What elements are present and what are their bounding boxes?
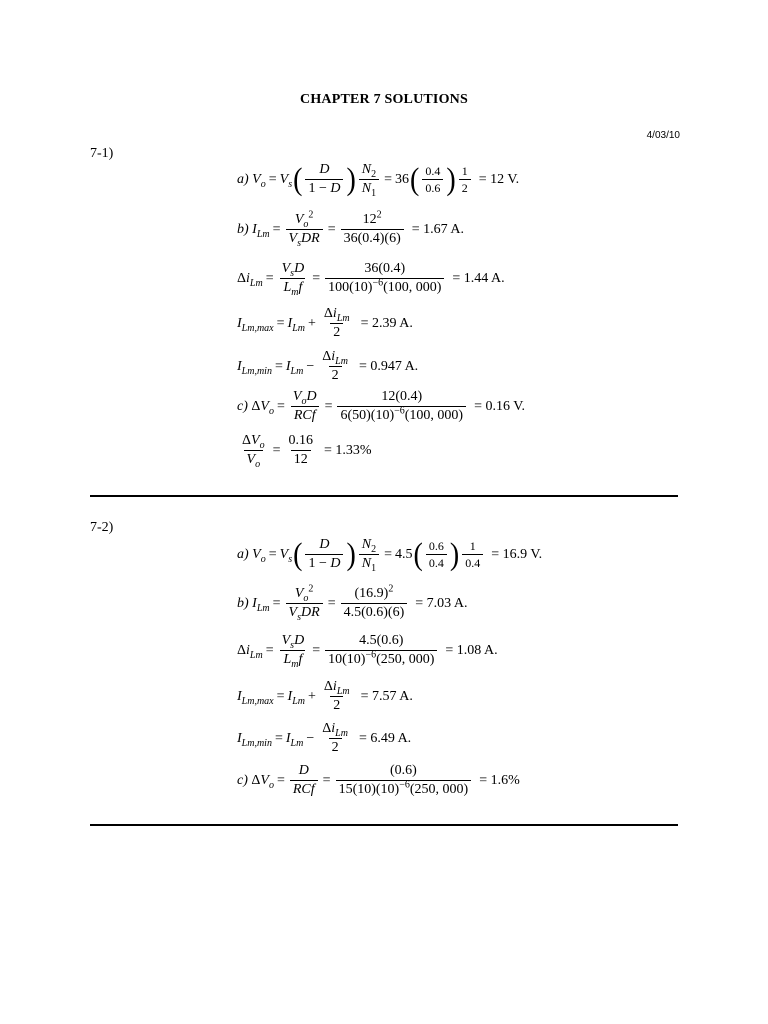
part-prefix: c) [237,398,248,414]
result-vo: = 12 V. [478,171,520,187]
turns-den: 2 [459,179,471,194]
part-prefix: b) [237,595,249,611]
turns-den: 0.4 [462,554,483,569]
section-divider [90,495,678,497]
equation-7-2-b: b) $I_{Lm}$ = $\frac{V_o^2}{V_sDR}$ = $\frac{(16.9)^2}{4.5(0.6)(6)}$ = 7.03 A. [237,583,468,623]
frequency-value: (250, 000) [376,652,435,667]
exponent: 2 [376,209,382,221]
equation-7-1-c: c) Δ $V_o$ = $\frac{V_oD}{\text{RCf}}$ = $\frac{12(0.4)}{6(50)(10)^{-6}(100, 000)}$ = 0.16 V. [237,389,526,423]
result-max: = 2.39 A. [360,315,413,331]
result-ilm: = 7.03 A. [415,595,468,611]
source-voltage-value: 4.5 [395,546,413,562]
result-delta-vo: = 0.16 V. [474,398,526,414]
equation-7-2-max: $I_{Lm,max}$ = $I_{Lm}$ + $\frac{\Delta i_{Lm}}{2}$ = 7.57 A. [237,679,413,713]
part-prefix: a) [237,171,249,187]
numerator: 12(0.4) [381,389,423,404]
part-prefix: c) [237,772,248,788]
denominator: 36(0.4)(6) [341,229,404,246]
result-delta-vo: = 1.6% [479,772,520,788]
subscript: Lm,max [241,695,274,707]
exponent: 2 [388,583,394,595]
equation-7-1-min: $I_{Lm,min}$ = $I_{Lm}$ − $\frac{\Delta i_{Lm}}{2}$ = 0.947 A. [237,349,419,383]
result-min: = 6.49 A. [358,730,412,746]
denominator: 15(10)(10) [338,782,400,797]
exponent: −6 [372,277,384,289]
equation-7-1-a: a) $V_o$ = $V_s$ ( $\frac{D}{1 - D}$ ) $\frac{N_2}{N_1}$ = 36 ( $\frac{0.4}{0.6}$ ) $\frac{1}{2}$ = 12 V. [237,161,520,199]
denominator: 12 [291,450,311,467]
subscript: Lm,min [241,737,272,749]
equation-7-2-delta-i: Δ $i_{Lm}$ = $\frac{V_sD}{L_mf}$ = $\frac{4.5(0.6)}{10(10)^{-6}(250, 000)}$ = 1.08 A. [237,633,498,670]
page-title: CHAPTER 7 SOLUTIONS [300,92,468,107]
denominator: 100(10) [328,280,373,295]
frequency-value: (100, 000) [383,280,442,295]
result-min: = 0.947 A. [358,358,419,374]
equation-7-2-c: c) Δ $V_o$ = $\frac{D}{\text{RCf}}$ = $\frac{(0.6)}{15(10)(10)^{-6}(250, 000)}$ = 1.6% [237,763,520,797]
numerator: 4.5(0.6) [359,633,404,648]
equation-7-2-a: a) $V_o$ = $V_s$ ( $\frac{D}{1 - D}$ ) $\frac{N_2}{N_1}$ = 4.5 ( $\frac{0.6}{0.4}$ ) $\frac{1}{0.4}$ = 16.9 V. [237,536,543,574]
section-divider [90,824,678,826]
exponent: −6 [365,649,377,661]
turns-num: 1 [469,539,476,553]
exponent: −6 [399,779,410,791]
denominator: 6(50)(10) [340,408,395,423]
numerator: 12 [362,212,377,227]
equation-7-1-delta-i: Δ $i_{Lm}$ = $\frac{V_sD}{L_mf}$ = $\frac{36(0.4)}{100(10)^{-6}(100, 000)}$ = 1.44 A. [237,261,505,298]
frequency-value: (250, 000) [409,782,469,797]
result-max: = 7.57 A. [360,688,413,704]
denominator: 10(10) [328,652,366,667]
part-prefix: a) [237,546,249,562]
result-ilm: = 1.67 A. [411,221,464,237]
result-vo: = 16.9 V. [491,546,543,562]
equation-7-1-max: $I_{Lm,max}$ = $I_{Lm}$ + $\frac{\Delta i_{Lm}}{2}$ = 2.39 A. [237,306,413,340]
result-delta-i: = 1.08 A. [445,642,498,658]
exponent: −6 [394,405,405,417]
source-voltage-value: 36 [395,171,410,187]
problem-label-7-2: 7-2) [90,520,114,535]
equation-7-1-ratio: $\frac{\Delta V_o}{V_o}$ = $\frac{0.16}{12}$ = 1.33% [242,433,372,470]
subscript: Lm,max [241,322,274,334]
result-delta-i: = 1.44 A. [452,270,505,286]
one-minus-duty-value: 0.6 [422,179,443,194]
one-minus-duty-value: 0.4 [426,554,447,569]
date-stamp: 4/03/10 [646,130,680,141]
equation-7-2-min: $I_{Lm,min}$ = $I_{Lm}$ − $\frac{\Delta i_{Lm}}{2}$ = 6.49 A. [237,721,412,755]
duty-value: 0.4 [425,164,441,178]
result-ripple-percent: = 1.33% [323,442,372,458]
numerator: 36(0.4) [364,261,406,276]
denominator: 4.5(0.6)(6) [341,603,408,620]
equation-7-1-b: b) $I_{Lm}$ = $\frac{V_o^2}{V_sDR}$ = $\frac{12^2}{36(0.4)(6)}$ = 1.67 A. [237,209,464,249]
numerator: 0.16 [288,433,313,448]
part-prefix: b) [237,221,249,237]
frequency-value: (100, 000) [404,408,464,423]
turns-num: 1 [461,164,468,178]
numerator: (0.6) [389,763,417,778]
numerator: (16.9) [354,586,389,601]
subscript: Lm,min [241,365,272,377]
problem-label-7-1: 7-1) [90,146,114,161]
duty-value: 0.6 [428,539,444,553]
